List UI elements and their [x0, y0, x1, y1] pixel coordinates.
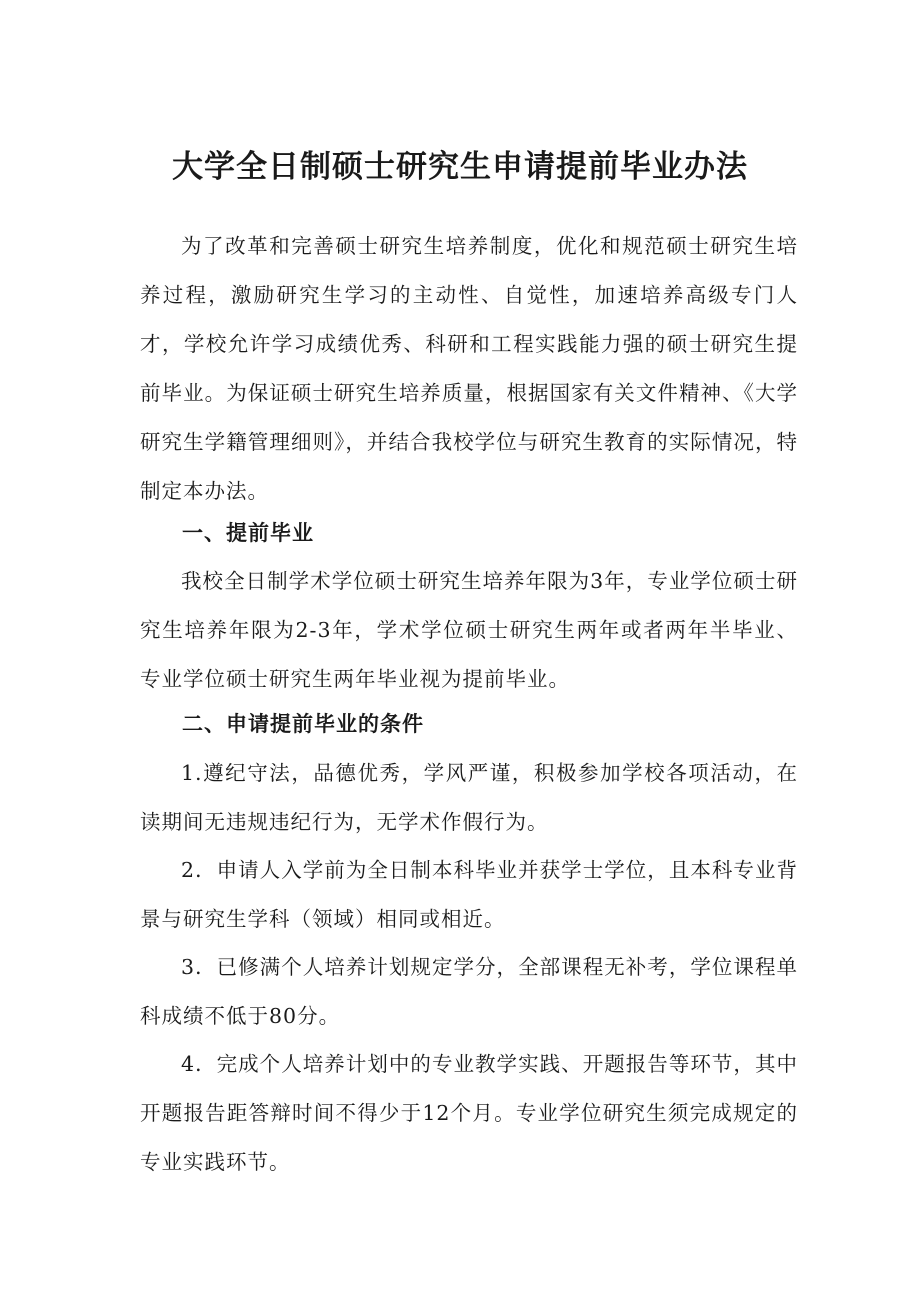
condition-item: 2．申请人入学前为全日制本科毕业并获学士学位，且本科专业背景与研究生学科（领域）相同或相近。 — [140, 858, 798, 931]
condition-item: 1.遵纪守法，品德优秀，学风严谨，积极参加学校各项活动，在读期间无违规违纪行为，无学术作假行为。 — [140, 761, 798, 834]
condition-item: 4．完成个人培养计划中的专业教学实践、开题报告等环节，其中开题报告距答辩时间不得少于12个月。专业学位研究生须完成规定的专业实践环节。 — [140, 1052, 798, 1174]
section-heading-conditions: 二、申请提前毕业的条件 — [182, 712, 424, 736]
section-paragraph-early-graduation: 我校全日制学术学位硕士研究生培养年限为3年，专业学位硕士研究生培养年限为2-3年，学术学位硕士研究生两年或者两年半毕业、专业学位硕士研究生两年毕业视为提前毕业。 — [140, 569, 798, 691]
document-title: 大学全日制硕士研究生申请提前毕业办法 — [172, 149, 748, 185]
section-heading-early-graduation: 一、提前毕业 — [182, 521, 314, 545]
condition-item: 3．已修满个人培养计划规定学分，全部课程无补考，学位课程单科成绩不低于80分。 — [140, 955, 798, 1028]
intro-paragraph: 为了改革和完善硕士研究生培养制度，优化和规范硕士研究生培养过程，激励研究生学习的主动性、自觉性，加速培养高级专门人才，学校允许学习成绩优秀、科研和工程实践能力强的硕士研究生提前毕业。为保证硕士研究生培养质量，根据国家有关文件精神、《大学研究生学籍管理细则》，并结合我校学位与研究生教育的实际情况，特制定本办法。 — [140, 234, 798, 503]
